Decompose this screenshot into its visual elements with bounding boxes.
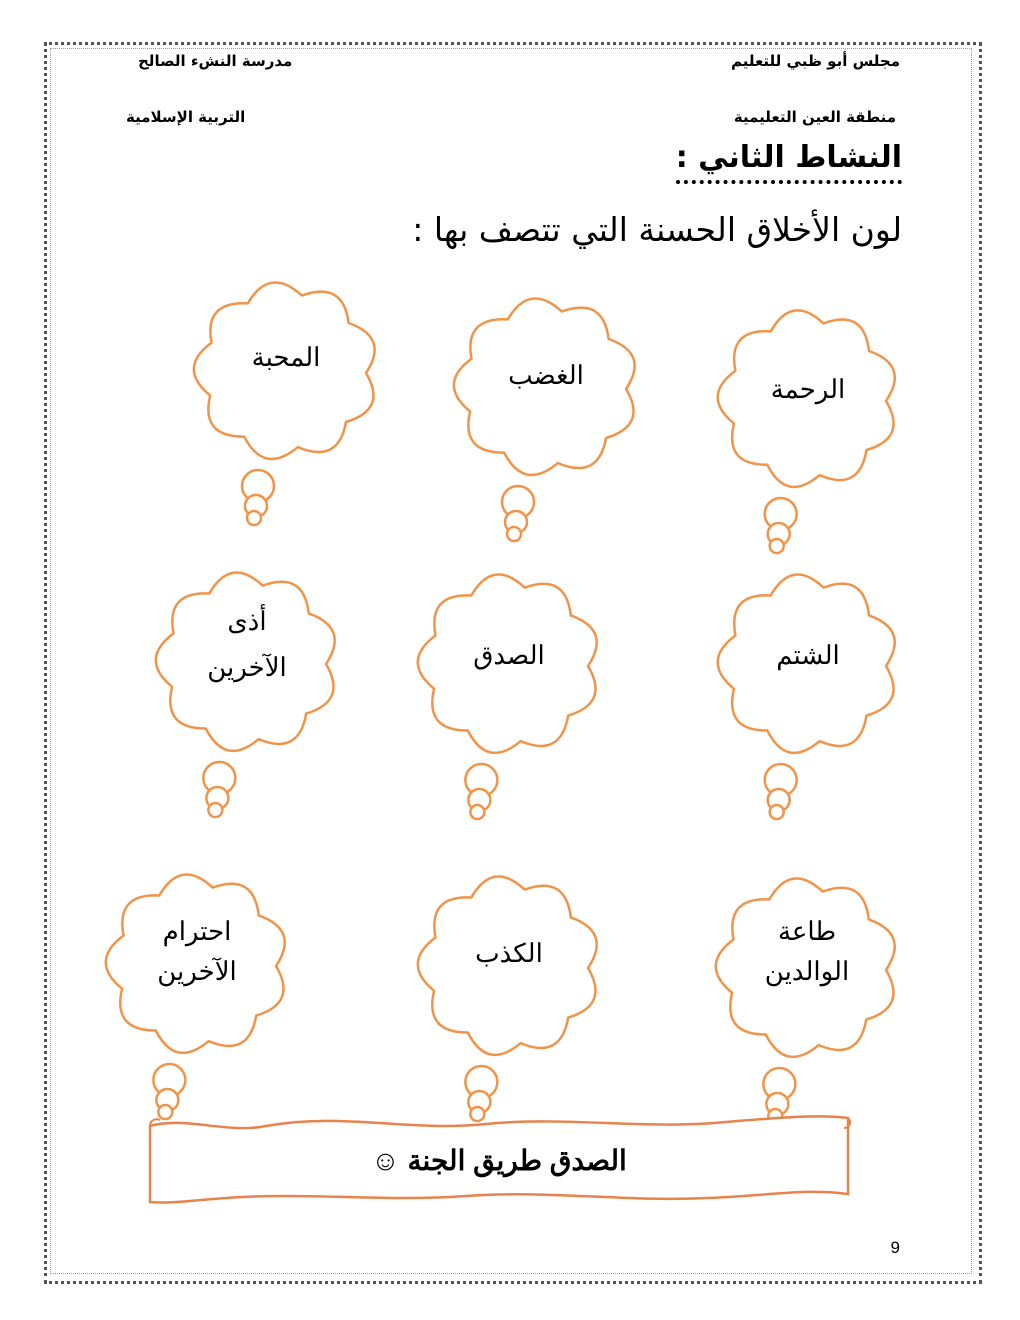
- thought-cloud[interactable]: [700, 290, 916, 560]
- school-name: مدرسة النشء الصالح: [138, 52, 293, 70]
- cloud-label: الرحمة: [770, 374, 846, 404]
- thought-cloud[interactable]: [700, 554, 916, 826]
- activity-title: النشاط الثاني :: [676, 136, 902, 184]
- cloud-label: المحبة: [251, 342, 321, 372]
- cloud-label-line: طاعة: [777, 916, 837, 946]
- page-number: 9: [890, 1238, 900, 1257]
- cloud-label-line: احترام: [162, 916, 232, 946]
- cloud-label-line: أذى: [227, 606, 267, 636]
- thought-cloud[interactable]: [88, 854, 306, 1126]
- cloud-tail-bubble: [470, 805, 484, 819]
- cloud-label: الشتم: [776, 640, 840, 670]
- cloud-tail-bubble: [208, 803, 222, 817]
- slogan-banner: [146, 1112, 852, 1208]
- cloud-tail-bubble: [770, 539, 784, 553]
- cloud-tail-bubble: [507, 527, 521, 541]
- thought-cloud[interactable]: [436, 278, 656, 548]
- cloud-label-line: الوالدين: [764, 956, 850, 986]
- thought-cloud[interactable]: [400, 554, 618, 826]
- thought-cloud[interactable]: [400, 856, 618, 1128]
- thought-cloud[interactable]: [698, 858, 916, 1130]
- cloud-tail-bubble: [770, 805, 784, 819]
- cloud-label: الكذب: [475, 938, 543, 968]
- cloud-label: الغضب: [508, 360, 584, 390]
- cloud-label: الصدق: [473, 640, 545, 670]
- council-name: مجلس أبو ظبي للتعليم: [730, 52, 900, 70]
- cloud-label-line: الآخرين: [157, 956, 237, 986]
- thought-cloud[interactable]: [138, 552, 356, 824]
- thought-cloud[interactable]: [176, 262, 396, 532]
- subject-name: التربية الإسلامية: [126, 108, 246, 126]
- cloud-label-line: الآخرين: [207, 652, 287, 682]
- instruction-text: لون الأخلاق الحسنة التي تتصف بها :: [412, 210, 902, 249]
- cloud-tail-bubble: [247, 511, 261, 525]
- slogan-text: الصدق طريق الجنة ☺: [371, 1145, 627, 1176]
- zone-name: منطقة العين التعليمية: [733, 108, 896, 126]
